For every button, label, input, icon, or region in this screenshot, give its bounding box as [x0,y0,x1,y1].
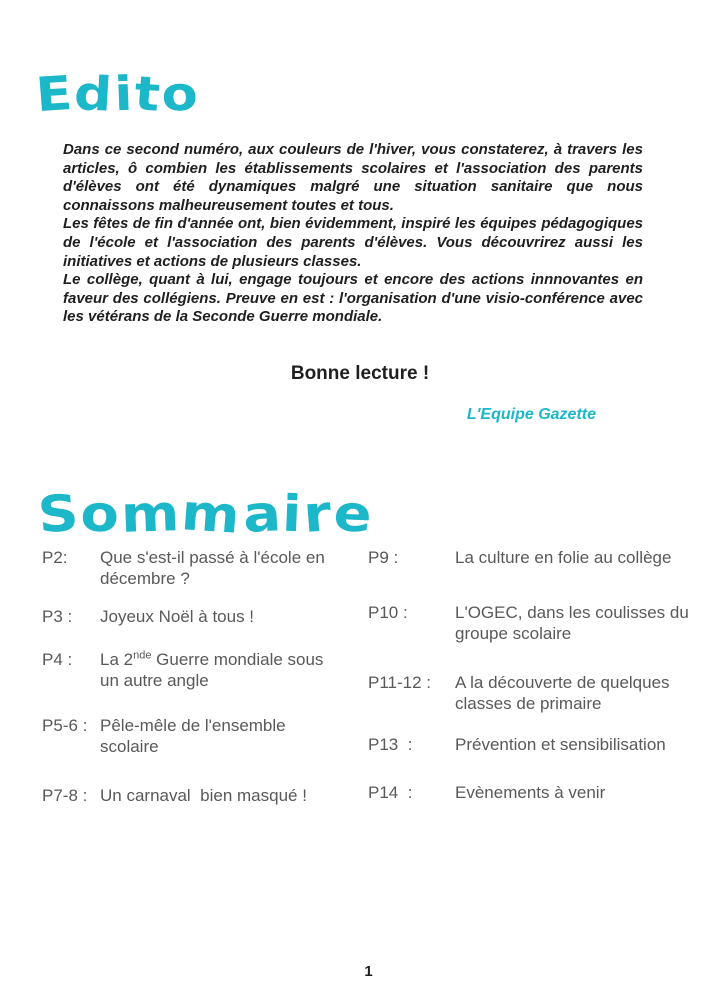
toc-entry-title: La culture en folie au collège [455,548,672,567]
toc-column-left [42,547,368,806]
toc-entry-title: Prévention et sensibilisation [455,735,666,754]
edito-body [63,141,643,327]
toc-entry-title: Evènements à venir [455,783,606,802]
toc-entry-title: Un carnaval bien masqué ! [100,786,307,805]
toc-entry-title: Que s'est-il passé à l'école en décembre ? [100,548,330,588]
toc-page-label: P11-12 : [368,673,432,692]
toc-entry-p9 [368,547,702,568]
toc-page-label: P10 : [368,603,408,622]
toc-entry-p11-12 [368,672,702,714]
toc-column-right [368,547,702,806]
toc-entry-p2 [42,547,368,589]
toc-entry-title: Joyeux Noël à tous ! [100,607,255,626]
toc-page-label: P4 : [42,650,73,669]
toc-page-label: P2: [42,548,68,567]
toc-entry-p3 [42,606,368,627]
toc-entry-title: L'OGEC, dans les coulisses du groupe scolaire [455,603,694,643]
toc-entry-p7-8 [42,785,368,806]
toc-page-label: P13 : [368,735,413,754]
toc-entry-title: Pêle-mêle de l'ensemble scolaire [100,716,291,756]
toc-entry-p10 [368,602,702,644]
closing-line: Bonne lecture ! [290,363,430,384]
toc-page-label: P14 : [368,783,413,802]
edito-paragraph: Le collège, quant à lui, engage toujours et encore des actions innnovantes en faveur des collégiens. Preuve en est : l'organisation d'une visio-conférence avec les vétérans de la Seconde Guerre mondiale. [63,271,643,326]
toc-entry-p4 [42,649,368,691]
toc-entry-p14 [368,782,702,803]
edito-section-title: Edito [33,66,202,124]
edito-paragraph: Les fêtes de fin d'année ont, bien évidemment, inspiré les équipes pédagogiques de l'école et l'association des parents d'élèves. Vous découvrirez aussi les initiatives et actions de plusieurs classes. [63,215,643,270]
toc-page-label: P3 : [42,607,73,626]
table-of-contents [42,547,702,806]
toc-entry-title: La 2nde Guerre mondiale sous un autre angle [100,649,329,690]
toc-page-label: P7-8 : [42,786,88,805]
toc-entry-title: A la découverte de quelques classes de primaire [455,673,675,713]
toc-entry-p13 [368,734,702,755]
edito-paragraph: Dans ce second numéro, aux couleurs de l'hiver, vous constaterez, à travers les articles, ô combien les établissements scolaires et l'association des parents d'élèves ont été dynamiques malgré une situation sanitaire que nous connaissons malheureusement toutes et tous. [63,141,643,214]
toc-page-label: P9 : [368,548,399,567]
signature: L'Equipe Gazette [466,406,596,423]
page-number: 1 [364,963,373,980]
sommaire-section-title: Sommaire [35,482,376,545]
toc-entry-p5-6 [42,715,368,757]
toc-page-label: P5-6 : [42,716,88,735]
ordinal-superscript: nde [133,649,152,662]
